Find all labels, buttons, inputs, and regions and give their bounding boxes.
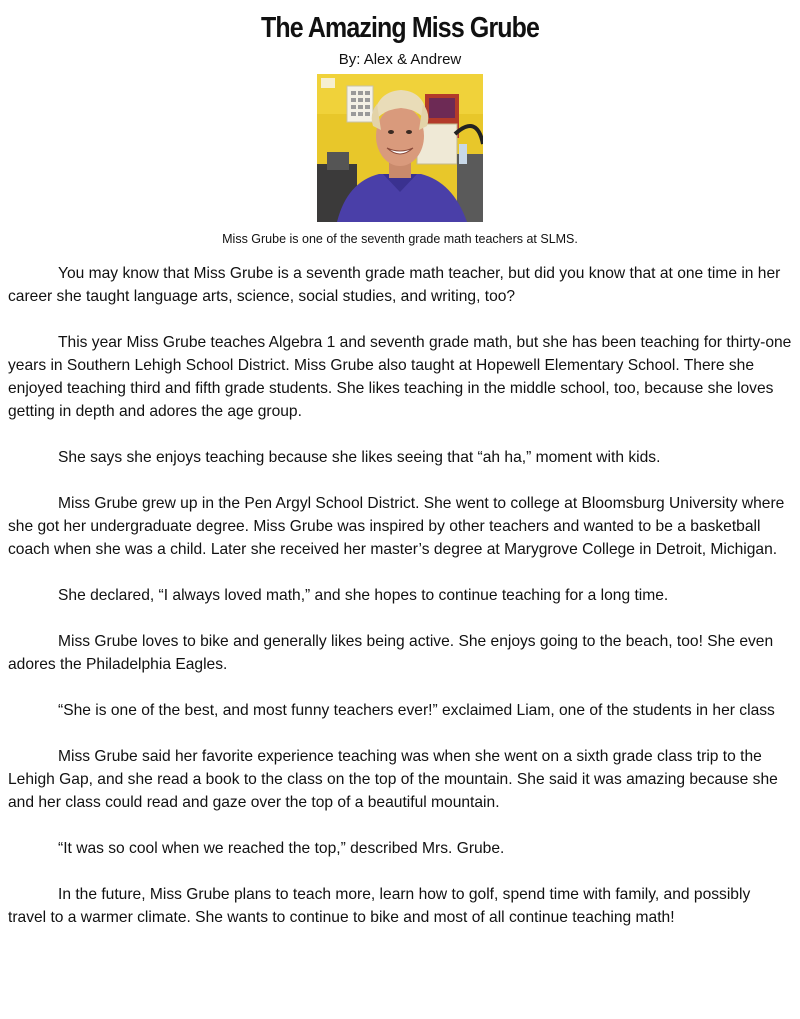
paragraph: This year Miss Grube teaches Algebra 1 and seventh grade math, but she has been teaching for thirty-one years in Southern Lehigh School District. Miss Grube also taught at Hopewell Elementary School. There she enjoyed teaching third and fifth grade students. She likes teaching in the middle school, too, because she loves getting in depth and adores the age group. (8, 334, 792, 420)
paragraph: She says she enjoys teaching because she likes seeing that “ah ha,” moment with kids. (58, 449, 661, 466)
photo-caption: Miss Grube is one of the seventh grade math teachers at SLMS. (222, 232, 578, 246)
paragraph: “It was so cool when we reached the top,” described Mrs. Grube. (58, 840, 505, 857)
paragraph: You may know that Miss Grube is a seventh grade math teacher, but did you know that at one time in her career she taught language arts, science, social studies, and writing, too? (8, 265, 781, 305)
article-title: The Amazing Miss Grube (260, 12, 540, 44)
paragraph: In the future, Miss Grube plans to teach more, learn how to golf, spend time with family, and possibly travel to a warmer climate. She wants to continue to bike and most of all continue teaching math! (8, 886, 751, 926)
article-byline: By: Alex & Andrew (338, 51, 462, 68)
paragraph: “She is one of the best, and most funny teachers ever!” exclaimed Liam, one of the students in her class (58, 702, 775, 719)
teacher-photo (317, 74, 483, 222)
paragraph: She declared, “I always loved math,” and she hopes to continue teaching for a long time. (58, 587, 669, 604)
photo-container (8, 74, 792, 222)
paragraph: Miss Grube grew up in the Pen Argyl School District. She went to college at Bloomsburg University where she got her undergraduate degree. Miss Grube was inspired by other teachers and wanted to be a basketball coach when she was a child. Later she received her master’s degree at Marygrove College in Detroit, Michigan. (8, 495, 785, 558)
article-body (8, 262, 792, 929)
paragraph: Miss Grube loves to bike and generally likes being active. She enjoys going to the beach, too! She even adores the Philadelphia Eagles. (8, 633, 774, 673)
paragraph: Miss Grube said her favorite experience teaching was when she went on a sixth grade class trip to the Lehigh Gap, and she read a book to the class on the top of the mountain. She said it was amazing because she and her class could read and gaze over the top of a beautiful mountain. (8, 748, 778, 811)
